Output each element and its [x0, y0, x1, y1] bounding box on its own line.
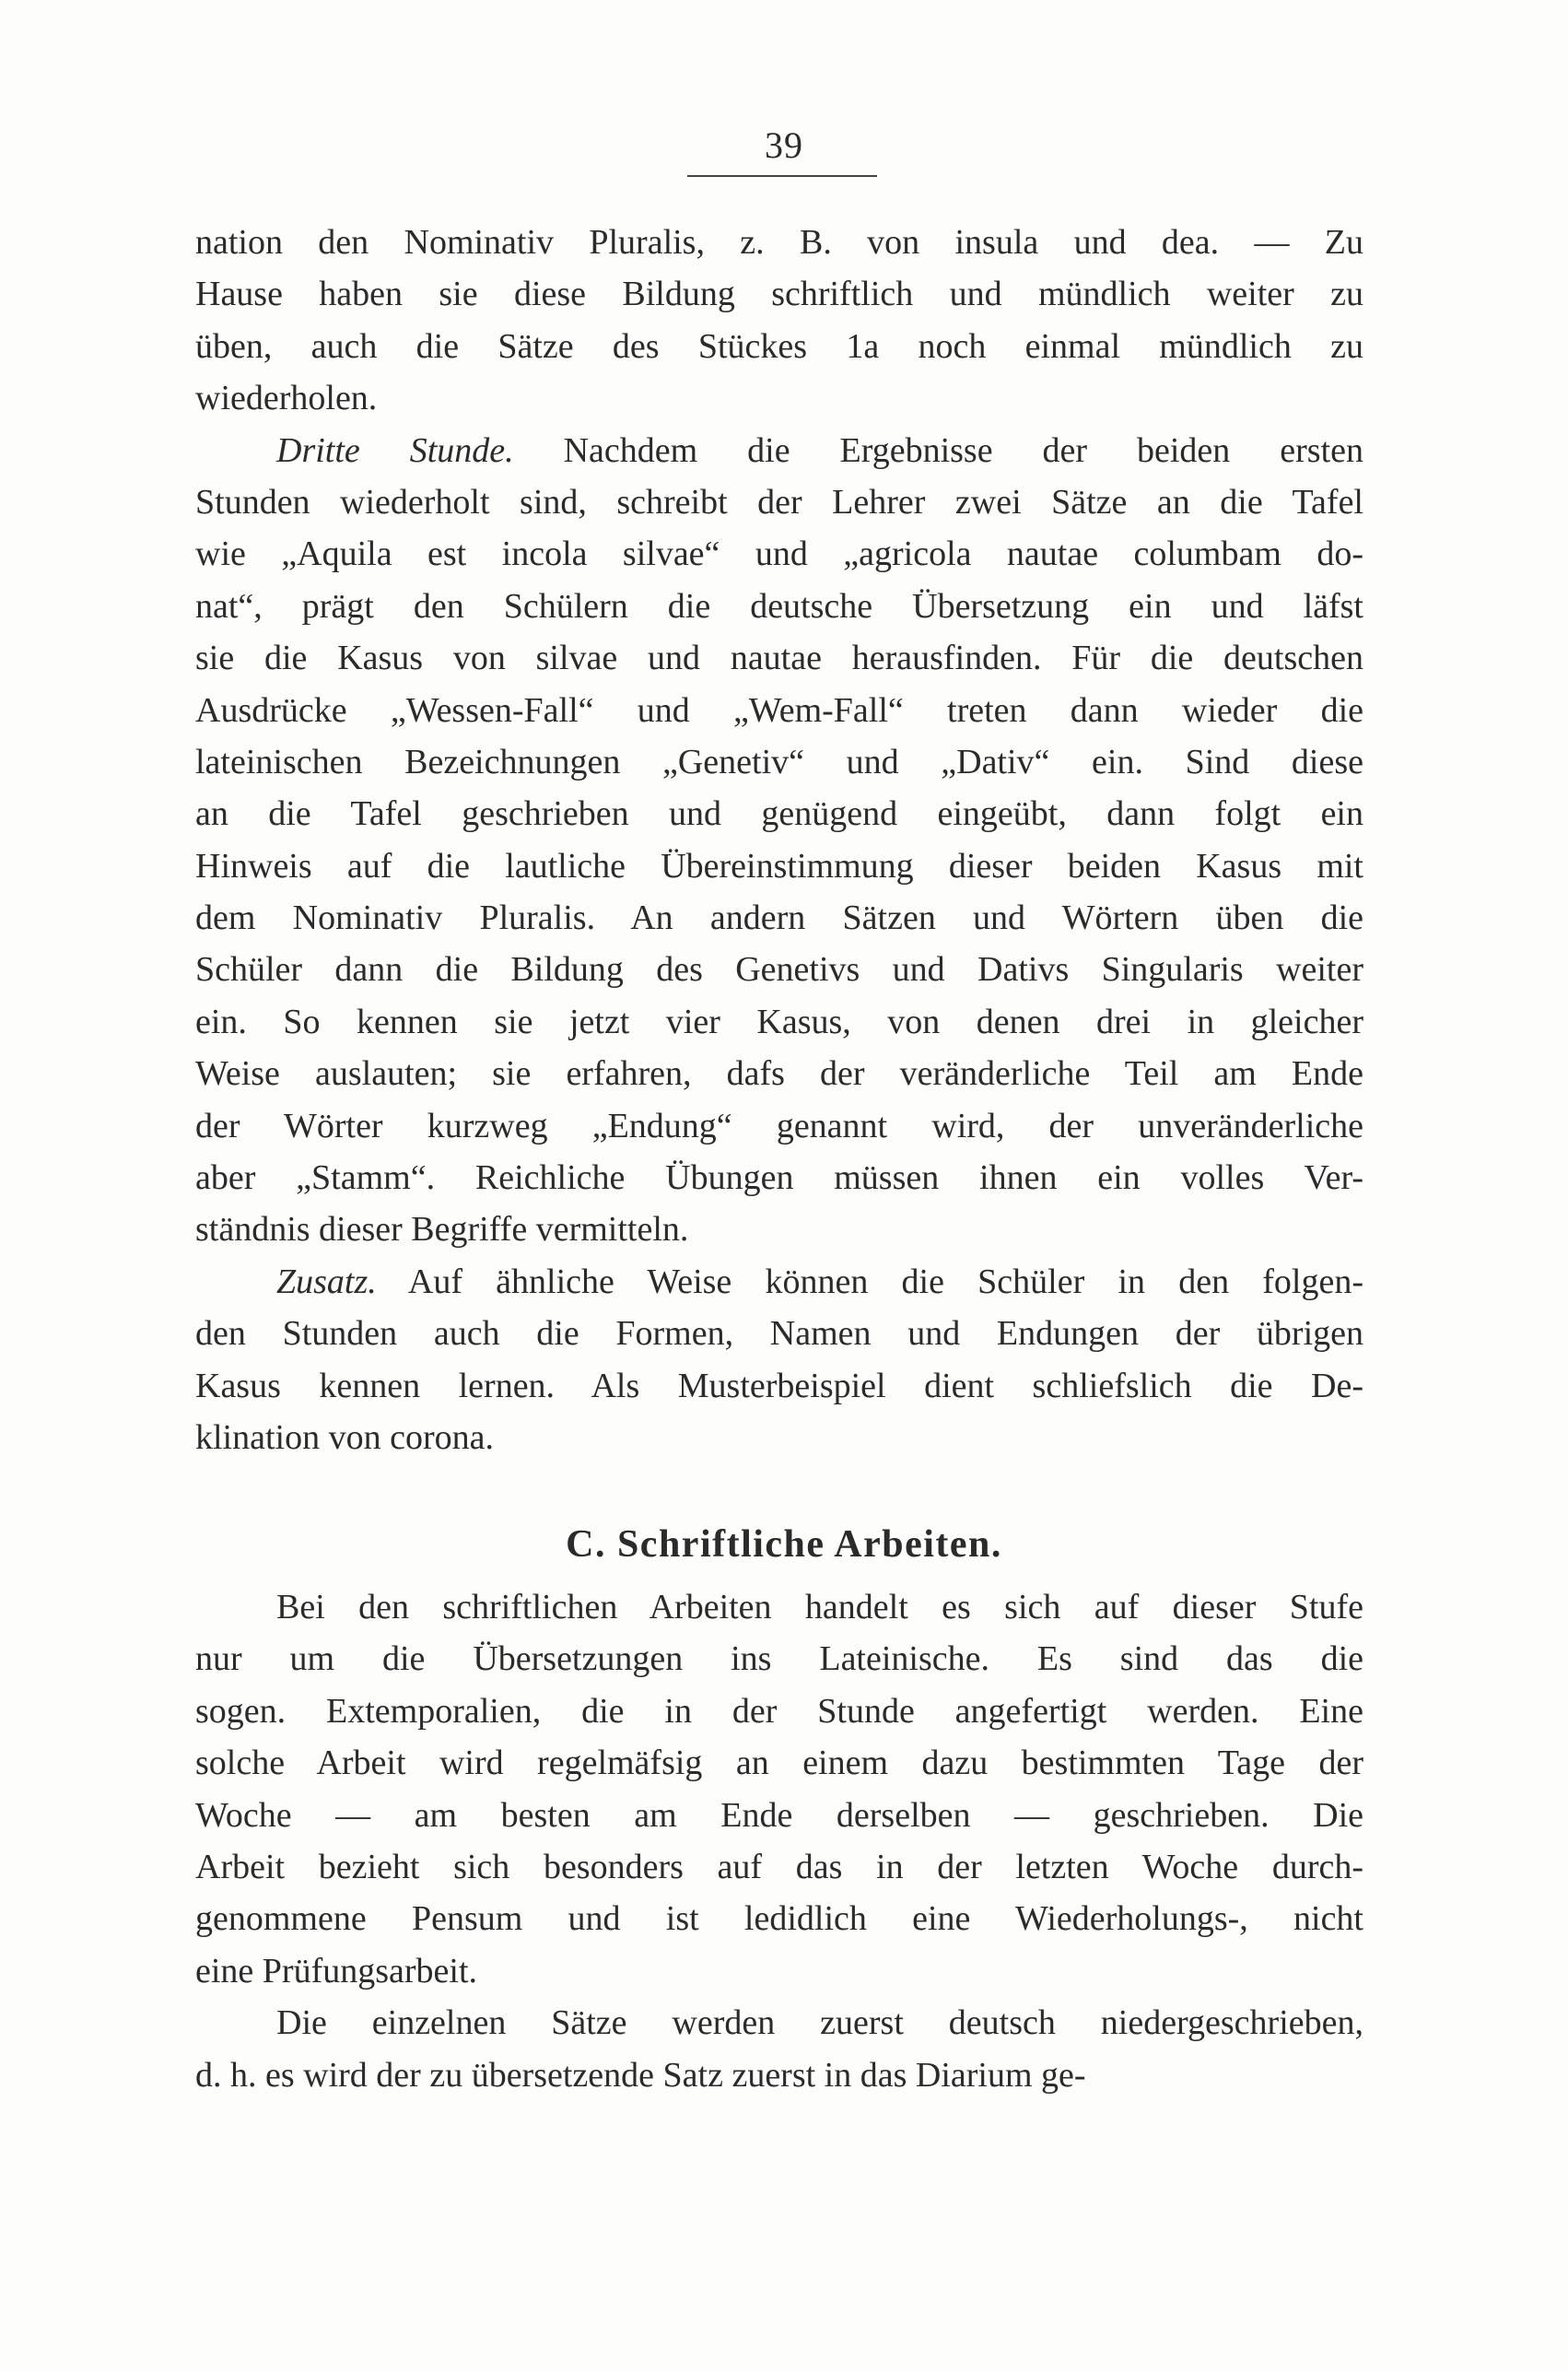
line-text: wie „Aquila est incola silvae“ und „agricola nautae columbam do-	[195, 534, 1363, 574]
italic-run-in-heading: Zusatz.	[276, 1262, 377, 1301]
line-text: Stunden wiederholt sind, schreibt der Lehrer zwei Sätze an die Tafel	[195, 482, 1363, 522]
line-text: sie die Kasus von silvae und nautae herausfinden. Für die deutschen	[195, 639, 1363, 678]
line-text: der Wörter kurzweg „Endung“ genannt wird, der unveränderliche	[195, 1106, 1363, 1145]
line-text: solche Arbeit wird regelmäfsig an einem dazu bestimmten Tage der	[195, 1744, 1363, 1783]
text-line	[195, 1360, 1363, 1412]
line-text: Ausdrücke „Wessen-Fall“ und „Wem-Fall“ treten dann wieder die	[195, 690, 1363, 730]
line-text: an die Tafel geschrieben und genügend eingeübt, dann folgt ein	[195, 794, 1363, 834]
section-heading: C. Schriftliche Arbeiten.	[566, 1523, 1002, 1566]
text-line	[195, 944, 1363, 995]
text-line	[195, 892, 1363, 944]
text-line	[195, 1412, 1363, 1463]
line-text: nat“, prägt den Schülern die deutsche Übersetzung ein und läfst	[195, 586, 1363, 626]
text-line	[195, 1841, 1363, 1893]
page-number: 39	[765, 124, 803, 166]
text-line	[195, 2049, 1363, 2101]
line-text: Kasus kennen lernen. Als Musterbeispiel dient schliefslich die De-	[195, 1366, 1363, 1405]
line-text: Weise auslauten; sie erfahren, dafs der veränderliche Teil am Ende	[195, 1054, 1363, 1094]
text-line	[195, 1997, 1363, 2049]
text-line	[195, 1737, 1363, 1789]
line-text: d. h. es wird der zu übersetzende Satz zuerst in das Diarium ge-	[195, 2055, 1086, 2095]
text-line	[195, 1204, 1363, 1255]
line-text: wiederholen.	[195, 379, 378, 418]
line-text: Nachdem die Ergebnisse der beiden ersten	[513, 430, 1363, 470]
text-line	[195, 372, 1363, 424]
line-text: Hause haben sie diese Bildung schriftlich und mündlich weiter zu	[195, 275, 1363, 314]
line-text: aber „Stamm“. Reichliche Übungen müssen ihnen ein volles Ver-	[195, 1158, 1363, 1198]
body-text-section-1	[195, 217, 1363, 1463]
line-text: sogen. Extemporalien, die in der Stunde angefertigt werden. Eine	[195, 1691, 1363, 1731]
text-line	[195, 1685, 1363, 1737]
text-line	[195, 1581, 1363, 1633]
text-line	[195, 632, 1363, 684]
text-line	[195, 685, 1363, 736]
text-line	[195, 581, 1363, 632]
page-number-rule	[687, 175, 877, 177]
line-text: Arbeit bezieht sich besonders auf das in der letzten Woche durch-	[195, 1847, 1363, 1886]
text-line	[195, 321, 1363, 372]
line-text: eine Prüfungsarbeit.	[195, 1951, 478, 1990]
line-text: Woche — am besten am Ende derselben — geschrieben. Die	[195, 1795, 1363, 1835]
line-text: ein. So kennen sie jetzt vier Kasus, von denen drei in gleicher	[195, 1002, 1363, 1041]
text-line	[195, 1256, 1363, 1308]
text-line	[195, 840, 1363, 892]
text-line	[195, 788, 1363, 840]
text-line	[195, 1893, 1363, 1944]
line-text: nation den Nominativ Pluralis, z. B. von insula und dea. — Zu	[195, 223, 1363, 262]
text-line	[195, 528, 1363, 580]
body-text-section-2	[195, 1581, 1363, 2101]
line-text: Bei den schriftlichen Arbeiten handelt es sich auf dieser Stufe	[276, 1588, 1363, 1626]
text-line	[195, 1308, 1363, 1359]
text-line	[195, 1945, 1363, 1997]
line-text: Auf ähnliche Weise können die Schüler in den folgen-	[376, 1262, 1363, 1301]
text-line	[195, 996, 1363, 1048]
text-line	[195, 1152, 1363, 1204]
text-line	[195, 1633, 1363, 1685]
text-line	[195, 736, 1363, 788]
line-text: nur um die Übersetzungen ins Lateinische. Es sind das die	[195, 1639, 1363, 1679]
text-line	[195, 1048, 1363, 1099]
italic-run-in-heading: Dritte Stunde.	[276, 430, 514, 470]
text-line	[195, 217, 1363, 268]
line-text: lateinischen Bezeichnungen „Genetiv“ und „Dativ“ ein. Sind diese	[195, 742, 1363, 781]
line-text: genommene Pensum und ist ledidlich eine Wiederholungs-, nicht	[195, 1899, 1363, 1939]
text-line	[195, 425, 1363, 476]
line-text: klination von corona.	[195, 1417, 494, 1457]
line-text: üben, auch die Sätze des Stückes 1a noch einmal mündlich zu	[195, 326, 1363, 366]
text-line	[195, 1100, 1363, 1152]
text-line	[195, 476, 1363, 528]
text-line	[195, 1790, 1363, 1841]
line-text: Die einzelnen Sätze werden zuerst deutsch niedergeschrieben,	[276, 2003, 1363, 2043]
line-text: dem Nominativ Pluralis. An andern Sätzen und Wörtern üben die	[195, 898, 1363, 938]
text-line	[195, 268, 1363, 320]
line-text: Schüler dann die Bildung des Genetivs und Dativs Singularis weiter	[195, 950, 1363, 990]
line-text: den Stunden auch die Formen, Namen und Endungen der übrigen	[195, 1314, 1363, 1354]
line-text: ständnis dieser Begriffe vermitteln.	[195, 1210, 689, 1250]
line-text: Hinweis auf die lautliche Übereinstimmung dieser beiden Kasus mit	[195, 846, 1363, 886]
